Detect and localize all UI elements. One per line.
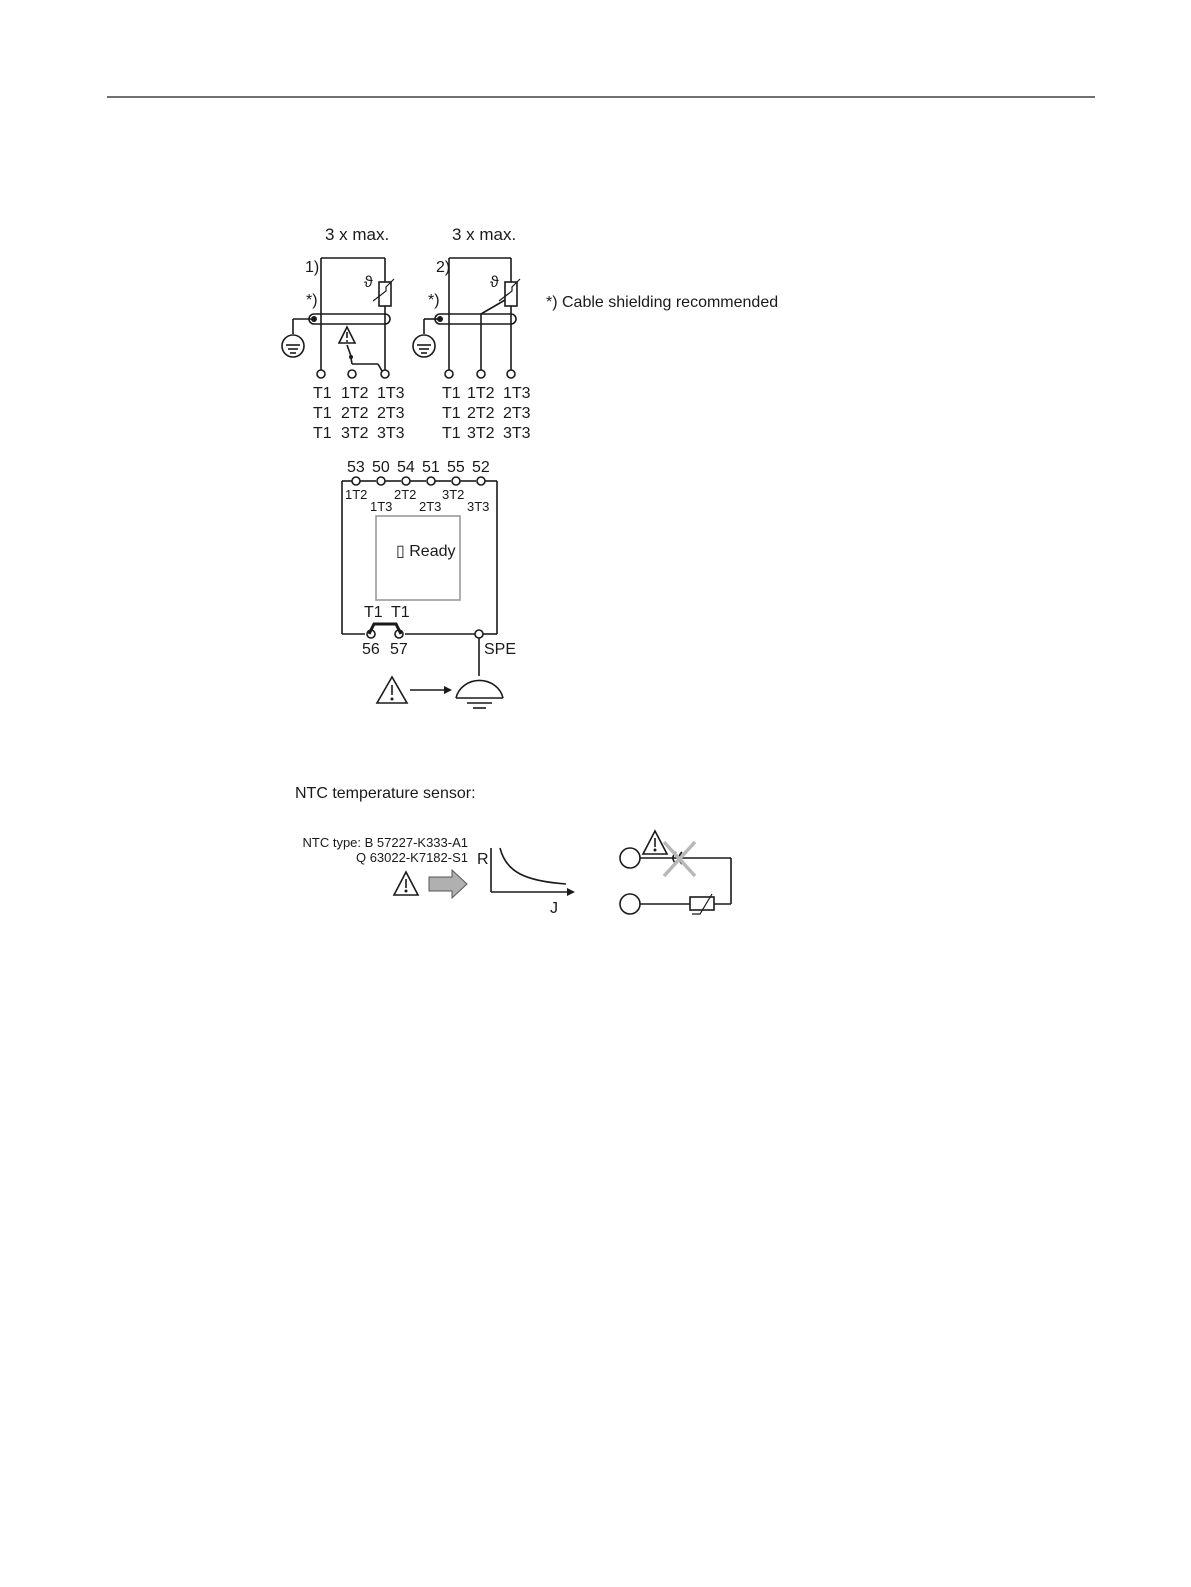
terminal-label: T1 — [313, 405, 332, 422]
variant-right-footnote: 2) — [436, 259, 451, 276]
terminal-label: T1 — [313, 425, 332, 442]
variant-left-footnote: 1) — [305, 259, 320, 276]
ready-indicator: ▯ Ready — [396, 543, 456, 560]
warning-triangle-icon — [394, 872, 418, 895]
terminal-circle — [477, 370, 485, 378]
spe-terminal — [475, 630, 483, 638]
variant-left-count: 3 x max. — [325, 225, 390, 244]
terminal-label: 3T3 — [503, 425, 531, 442]
arrow-right-icon — [429, 870, 467, 898]
device-terminal — [377, 477, 385, 485]
device-inner-label: 1T3 — [370, 499, 393, 514]
arrow-right-icon — [410, 686, 452, 694]
device — [342, 459, 516, 676]
warning-triangle-icon — [339, 327, 355, 343]
ntc-type-line2: Q 63022-K7182-S1 — [355, 850, 468, 865]
terminal-circle — [620, 894, 640, 914]
device-inner-label: 3T2 — [442, 487, 465, 502]
device-inner-label: 1T2 — [345, 487, 368, 502]
terminal-circle — [620, 848, 640, 868]
spe-label: SPE — [484, 641, 517, 658]
svg-text:ϑ: ϑ — [364, 274, 373, 291]
cable-shielding-note: *) Cable shielding recommended — [546, 294, 779, 311]
device-terminal — [452, 477, 460, 485]
ground-icon — [456, 680, 503, 708]
ground-icon — [413, 335, 435, 357]
device-bottom-inner-label: T1 — [391, 604, 410, 621]
variant-right-shield-mark: *) — [428, 292, 440, 309]
device-inner-label: 2T3 — [419, 499, 442, 514]
terminal-circle — [507, 370, 515, 378]
warning-triangle-icon — [377, 677, 407, 703]
device-top-number: 51 — [422, 459, 440, 476]
variant-right — [413, 225, 531, 442]
svg-text:ϑ: ϑ — [490, 274, 499, 291]
thermistor-icon — [690, 894, 714, 914]
device-bottom-number: 56 — [362, 641, 380, 658]
terminal-label: 3T2 — [341, 425, 369, 442]
device-terminal — [352, 477, 360, 485]
terminal-label: 1T2 — [341, 385, 369, 402]
variant-left — [282, 225, 405, 442]
device-top-number: 50 — [372, 459, 390, 476]
device-terminal — [402, 477, 410, 485]
device-bottom-number: 57 — [390, 641, 408, 658]
variant-left-shield-mark: *) — [306, 292, 318, 309]
device-top-number: 55 — [447, 459, 465, 476]
device-top-number: 54 — [397, 459, 415, 476]
cable-shield — [435, 314, 516, 324]
terminal-circle — [381, 370, 389, 378]
device-top-number: 53 — [347, 459, 365, 476]
terminal-label: T1 — [313, 385, 332, 402]
cross-icon — [664, 842, 695, 876]
terminal-label: 2T3 — [377, 405, 405, 422]
thermistor-icon — [490, 274, 520, 306]
terminal-label: 2T3 — [503, 405, 531, 422]
terminal-label: 2T2 — [341, 405, 369, 422]
terminal-label: 1T2 — [467, 385, 495, 402]
terminal-label: 1T3 — [377, 385, 405, 402]
terminal-label: T1 — [442, 385, 461, 402]
ntc-type-line1: NTC type: B 57227-K333-A1 — [302, 835, 468, 850]
device-inner-label: 2T2 — [394, 487, 417, 502]
ground-icon — [282, 335, 304, 357]
ntc-wiring — [620, 831, 731, 914]
terminal-label: 1T3 — [503, 385, 531, 402]
terminal-label: 2T2 — [467, 405, 495, 422]
terminal-label: 3T3 — [377, 425, 405, 442]
jumper-bridge — [369, 624, 401, 634]
device-inner-label: 3T3 — [467, 499, 490, 514]
terminal-label: 3T2 — [467, 425, 495, 442]
terminal-circle — [445, 370, 453, 378]
variant-right-count: 3 x max. — [452, 225, 517, 244]
device-top-number: 52 — [472, 459, 490, 476]
terminal-circle — [317, 370, 325, 378]
terminal-circle — [348, 370, 356, 378]
thermistor-icon — [364, 274, 394, 306]
axis-x-label: J — [550, 900, 558, 917]
axis-y-label: R — [477, 851, 489, 868]
ntc-heading: NTC temperature sensor: — [295, 785, 476, 802]
device-bottom-inner-label: T1 — [364, 604, 383, 621]
device-terminal — [427, 477, 435, 485]
terminal-label: T1 — [442, 425, 461, 442]
device-terminal — [477, 477, 485, 485]
terminal-label: T1 — [442, 405, 461, 422]
warning-triangle-icon — [643, 831, 667, 854]
ntc-curve-graph — [477, 848, 575, 917]
